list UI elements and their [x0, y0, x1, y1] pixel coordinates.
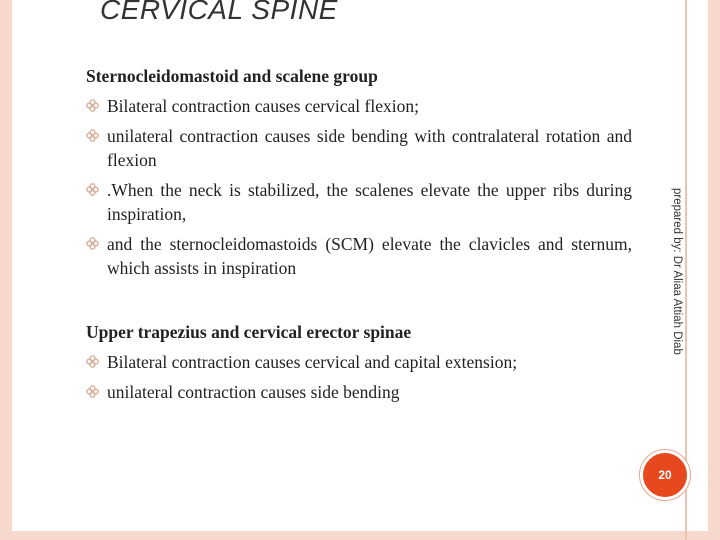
section-heading-scm-scalene: Sternocleidomastoid and scalene group: [86, 66, 378, 86]
list-item: [86, 380, 632, 404]
flower-bullet-icon: [86, 99, 99, 112]
section-heading-trapezius-erector: Upper trapezius and cervical erector spinae: [86, 322, 412, 342]
left-border: [0, 0, 12, 540]
bullet-text: .When the neck is stabilized, the scalenes elevate the upper ribs during inspiration,: [107, 180, 632, 224]
bullet-text: unilateral contraction causes side bending with contralateral rotation and flexion: [107, 126, 632, 170]
author-side-note: [667, 188, 685, 364]
bullet-text: unilateral contraction causes side bending: [107, 382, 400, 402]
bullet-list-scm-scalene: [86, 94, 632, 280]
flower-bullet-icon: [86, 385, 99, 398]
slide-title: CERVICAL SPINE: [100, 0, 338, 25]
bullet-text: Bilateral contraction causes cervical flexion;: [107, 96, 419, 116]
vertical-divider: [685, 0, 687, 540]
slide-content: [86, 64, 632, 410]
page-number-badge: 20: [640, 450, 690, 500]
list-item: [86, 124, 632, 172]
flower-bullet-icon: [86, 183, 99, 196]
list-item: [86, 94, 632, 118]
author-credit-text: prepared by: Dr Aliaa Attiah Diab: [671, 188, 683, 355]
list-item: [86, 350, 632, 374]
flower-bullet-icon: [86, 355, 99, 368]
flower-bullet-icon: [86, 129, 99, 142]
bullet-list-trapezius-erector: [86, 350, 632, 404]
flower-bullet-icon: [86, 237, 99, 250]
right-border: [708, 0, 720, 540]
bottom-border: [0, 531, 720, 540]
list-item: [86, 178, 632, 226]
bullet-text: Bilateral contraction causes cervical and capital extension;: [107, 352, 518, 372]
list-item: [86, 232, 632, 280]
bullet-text: and the sternocleidomastoids (SCM) elevate the clavicles and sternum, which assists in inspiration: [107, 234, 632, 278]
